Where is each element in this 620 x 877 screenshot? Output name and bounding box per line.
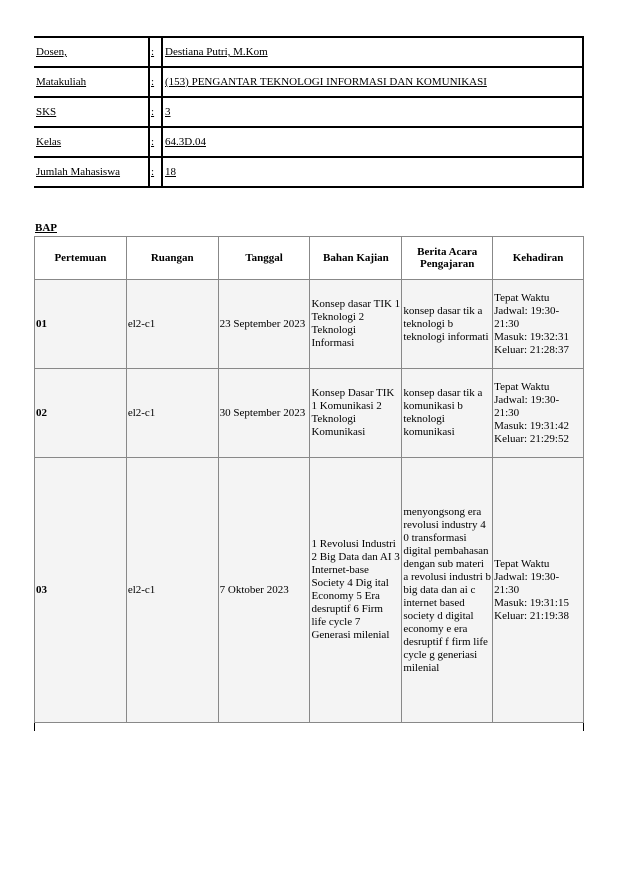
cell-bahan-kajian: 1 Revolusi Industri 2 Big Data dan AI 3 Internet-base Society 4 Dig ital Economy 5 Era desruptif 6 Firm life cycle 7 Generasi milenial xyxy=(310,458,402,723)
kehadiran-jadwal: Jadwal: 19:30-21:30 xyxy=(494,570,560,596)
kehadiran-masuk: Masuk: 19:31:15 xyxy=(494,596,569,609)
header-tanggal: Tanggal xyxy=(218,237,310,280)
info-label: SKS xyxy=(34,97,149,127)
kehadiran-status: Tepat Waktu xyxy=(494,291,550,304)
kehadiran-masuk: Masuk: 19:32:31 xyxy=(494,330,569,343)
cell-tanggal: 7 Oktober 2023 xyxy=(218,458,310,723)
info-row-kelas xyxy=(34,127,583,157)
info-value: 18 xyxy=(162,157,583,187)
header-kehadiran: Kehadiran xyxy=(493,237,584,280)
info-row-dosen xyxy=(34,37,583,67)
header-berita-acara: Berita Acara Pengajaran xyxy=(402,237,493,280)
kehadiran-masuk: Masuk: 19:31:42 xyxy=(494,419,569,432)
info-colon: : xyxy=(149,67,162,97)
cell-tanggal: 30 September 2023 xyxy=(218,369,310,458)
cell-pertemuan: 01 xyxy=(35,280,127,369)
bap-heading: BAP xyxy=(35,222,57,234)
table-row xyxy=(35,458,584,723)
cell-pertemuan: 02 xyxy=(35,369,127,458)
info-label: Kelas xyxy=(34,127,149,157)
kehadiran-keluar: Keluar: 21:28:37 xyxy=(494,343,569,356)
cell-ruangan: el2-c1 xyxy=(126,458,218,723)
header-ruangan: Ruangan xyxy=(126,237,218,280)
kehadiran-status: Tepat Waktu xyxy=(494,380,550,393)
table-row xyxy=(35,280,584,369)
cell-berita-acara: konsep dasar tik a komunikasi b teknologi komunikasi xyxy=(402,369,493,458)
table-row xyxy=(35,369,584,458)
cell-ruangan: el2-c1 xyxy=(126,280,218,369)
kehadiran-jadwal: Jadwal: 19:30-21:30 xyxy=(494,304,560,330)
info-colon: : xyxy=(149,37,162,67)
cell-bahan-kajian: Konsep dasar TIK 1 Teknologi 2 Teknologi Informasi xyxy=(310,280,402,369)
cell-berita-acara: menyongsong era revolusi industry 4 0 transformasi digital pembahasan dengan sub materi a revolusi industri b big data dan ai c internet based society d digital economy e era desruptif f firm life cycle g generiasi milenial xyxy=(402,458,493,723)
bap-header-row xyxy=(35,237,584,280)
info-label: Dosen, xyxy=(34,37,149,67)
info-colon: : xyxy=(149,97,162,127)
bap-table xyxy=(34,236,584,731)
info-value: 64.3D.04 xyxy=(162,127,583,157)
info-label: Jumlah Mahasiswa xyxy=(34,157,149,187)
info-row-matakuliah xyxy=(34,67,583,97)
kehadiran-jadwal: Jadwal: 19:30-21:30 xyxy=(494,393,560,419)
table-bottom-stub xyxy=(35,723,584,732)
cell-bahan-kajian: Konsep Dasar TIK 1 Komunikasi 2 Teknologi Komunikasi xyxy=(310,369,402,458)
cell-ruangan: el2-c1 xyxy=(126,369,218,458)
info-label: Matakuliah xyxy=(34,67,149,97)
cell-berita-acara: konsep dasar tik a teknologi b teknologi informati xyxy=(402,280,493,369)
kehadiran-status: Tepat Waktu xyxy=(494,557,550,570)
cell-kehadiran xyxy=(493,369,584,458)
cell-kehadiran xyxy=(493,458,584,723)
info-value: Destiana Putri, M.Kom xyxy=(162,37,583,67)
info-colon: : xyxy=(149,127,162,157)
info-value: 3 xyxy=(162,97,583,127)
cell-tanggal: 23 September 2023 xyxy=(218,280,310,369)
info-value: (153) PENGANTAR TEKNOLOGI INFORMASI DAN KOMUNIKASI xyxy=(162,67,583,97)
info-colon: : xyxy=(149,157,162,187)
info-row-jumlah-mahasiswa xyxy=(34,157,583,187)
kehadiran-keluar: Keluar: 21:29:52 xyxy=(494,432,569,445)
header-pertemuan: Pertemuan xyxy=(35,237,127,280)
kehadiran-keluar: Keluar: 21:19:38 xyxy=(494,609,569,622)
header-bahan-kajian: Bahan Kajian xyxy=(310,237,402,280)
cell-pertemuan: 03 xyxy=(35,458,127,723)
cell-kehadiran xyxy=(493,280,584,369)
course-info-table xyxy=(34,36,584,188)
info-row-sks xyxy=(34,97,583,127)
